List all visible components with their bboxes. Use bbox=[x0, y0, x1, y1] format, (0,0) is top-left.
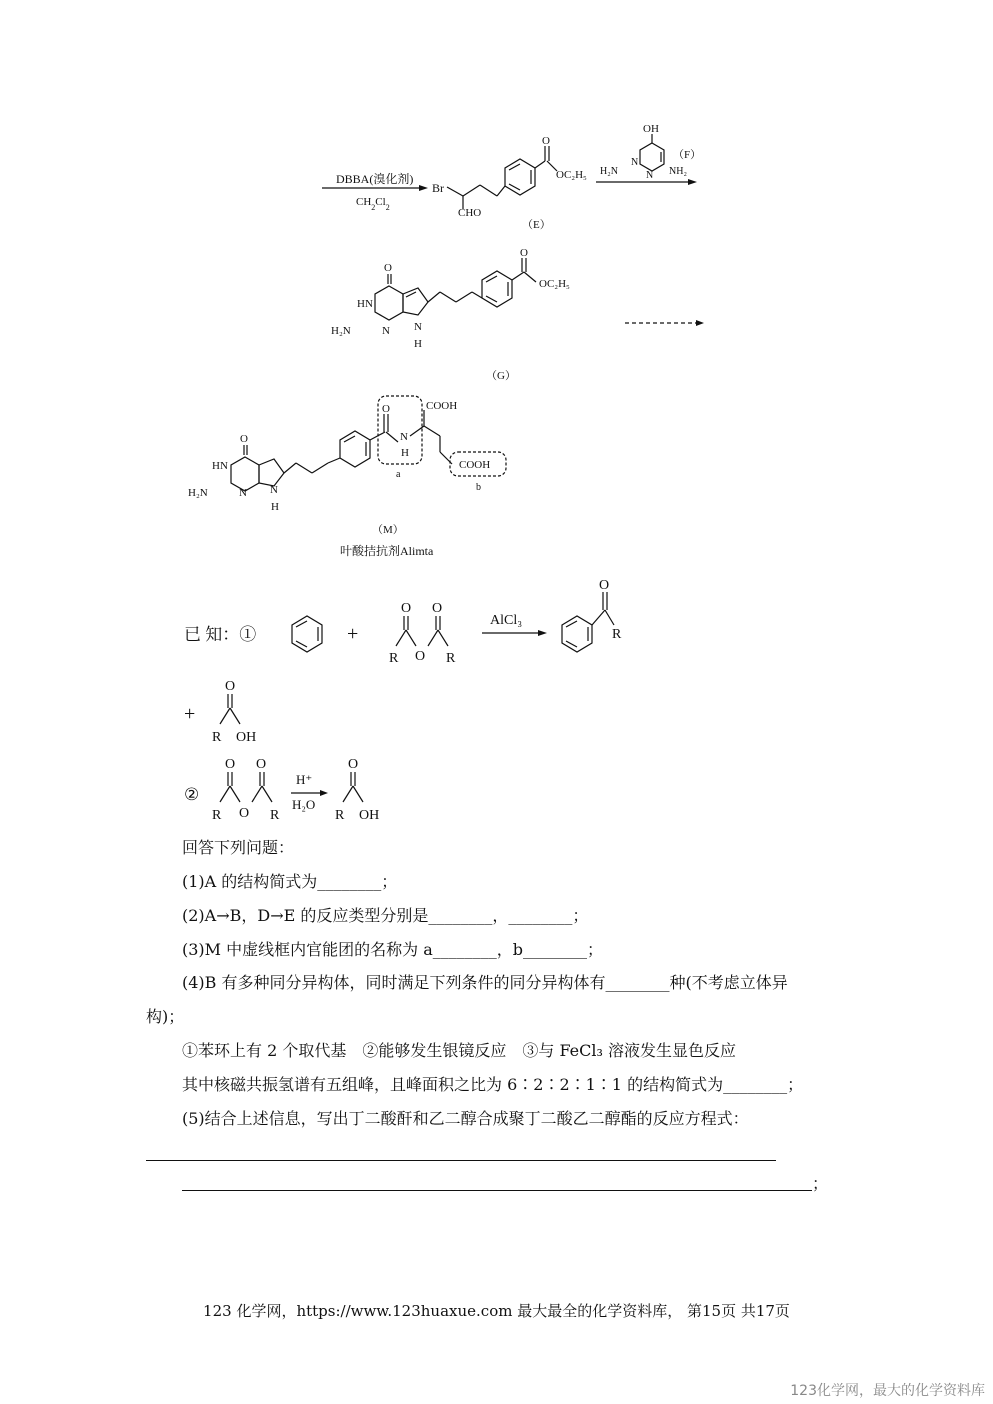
known-prefix: 已 知：① bbox=[184, 625, 257, 644]
svg-text:R: R bbox=[212, 808, 222, 823]
svg-text:+: + bbox=[184, 703, 196, 725]
svg-text:OC₂H₅: OC₂H₅ bbox=[539, 278, 570, 290]
svg-text:R: R bbox=[270, 808, 280, 823]
label-m-name: 叶酸拮抗剂Alimta bbox=[340, 544, 434, 558]
svg-text:OH: OH bbox=[643, 123, 659, 135]
svg-text:（F）: （F） bbox=[673, 149, 702, 161]
anhydride-reactant bbox=[389, 601, 456, 666]
answer-line-2[interactable] bbox=[182, 1190, 812, 1191]
question-1: (1)A 的结构简式为________； bbox=[182, 872, 398, 891]
svg-text:R: R bbox=[389, 651, 399, 666]
svg-text:O: O bbox=[225, 757, 236, 772]
compound-g bbox=[331, 247, 570, 350]
svg-text:b: b bbox=[476, 482, 481, 493]
svg-text:R: R bbox=[612, 627, 622, 642]
svg-text:R: R bbox=[212, 730, 222, 745]
svg-text:H₂N: H₂N bbox=[600, 166, 618, 177]
svg-text:N: N bbox=[646, 170, 654, 181]
svg-text:H: H bbox=[414, 338, 422, 350]
svg-text:N: N bbox=[400, 431, 408, 443]
svg-text:a: a bbox=[396, 469, 401, 480]
svg-text:+: + bbox=[347, 623, 359, 645]
reagent-ch2cl2: $CH_2Cl_2$ bbox=[356, 196, 390, 212]
svg-text:H: H bbox=[271, 501, 279, 513]
svg-text:OH: OH bbox=[359, 808, 380, 823]
page-footer: 123 化学网，https://www.123huaxue.com 最大最全的化学资料库， 第15页 共17页 bbox=[203, 1302, 790, 1320]
question-4-nmr: 其中核磁共振氢谱有五组峰，且峰面积之比为 6∶2∶2∶1∶1 的结构简式为________； bbox=[182, 1075, 804, 1094]
svg-text:O: O bbox=[256, 757, 267, 772]
arrow-hydrolysis bbox=[291, 790, 328, 796]
svg-text:O: O bbox=[382, 403, 390, 415]
e-ester-group: OC₂H₅ bbox=[556, 169, 587, 181]
catalyst-alcl3: AlCl₃ bbox=[490, 613, 523, 628]
question-4-line2: 构)； bbox=[146, 1007, 185, 1026]
svg-text:H₂N: H₂N bbox=[331, 325, 351, 337]
label-m: （M） bbox=[372, 524, 404, 536]
ketone-product bbox=[562, 578, 622, 652]
arrow-dashed bbox=[625, 320, 704, 326]
svg-text:H₂O: H₂O bbox=[292, 797, 316, 812]
svg-text:H₂N: H₂N bbox=[188, 487, 208, 499]
svg-text:O: O bbox=[239, 806, 250, 821]
answer-line-1[interactable] bbox=[146, 1160, 776, 1161]
known-2-marker: ② bbox=[184, 785, 200, 804]
e-cho-label: CHO bbox=[458, 207, 482, 219]
acid-byproduct bbox=[212, 679, 256, 745]
svg-text:COOH: COOH bbox=[426, 400, 458, 412]
label-g: （G） bbox=[486, 370, 516, 382]
questions-intro: 回答下列问题： bbox=[182, 838, 295, 857]
svg-text:COOH: COOH bbox=[459, 459, 491, 471]
svg-text:N: N bbox=[631, 157, 639, 168]
question-4-line1: (4)B 有多种同分异构体，同时满足下列条件的同分异构体有________种(不考虑立体异 bbox=[182, 973, 788, 992]
compound-m bbox=[188, 396, 506, 513]
question-4-conditions: ①苯环上有 2 个取代基 ②能够发生银镜反应 ③与 FeCl₃ 溶液发生显色反应 bbox=[182, 1041, 736, 1060]
e-br-label: Br bbox=[432, 181, 444, 195]
svg-text:O: O bbox=[415, 649, 426, 664]
question-3: (3)M 中虚线框内官能团的名称为 a________，b________； bbox=[182, 940, 604, 959]
svg-text:N: N bbox=[414, 321, 422, 333]
label-e: （E） bbox=[522, 219, 551, 231]
svg-text:O: O bbox=[384, 262, 392, 274]
svg-text:HN: HN bbox=[357, 298, 373, 310]
answer-line-2-end: ； bbox=[812, 1174, 829, 1193]
svg-text:O: O bbox=[225, 679, 236, 694]
svg-text:O: O bbox=[240, 433, 248, 445]
benzene-reactant bbox=[292, 616, 322, 652]
arrow-alcl3 bbox=[482, 630, 547, 636]
question-5: (5)结合上述信息，写出丁二酸酐和乙二醇合成聚丁二酸乙二醇酯的反应方程式： bbox=[182, 1109, 749, 1128]
anhydride-2 bbox=[212, 757, 280, 823]
svg-text:R: R bbox=[335, 808, 345, 823]
watermark: 123化学网，最大的化学资料库 bbox=[790, 1383, 985, 1399]
svg-text:O: O bbox=[520, 247, 528, 259]
acid-product-2 bbox=[335, 757, 379, 823]
svg-text:O: O bbox=[401, 601, 412, 616]
svg-text:O: O bbox=[348, 757, 359, 772]
svg-text:NH₂: NH₂ bbox=[669, 166, 687, 177]
svg-text:N: N bbox=[382, 325, 390, 337]
svg-text:OH: OH bbox=[236, 730, 257, 745]
reagent-dbba: DBBA(溴化剂) bbox=[336, 172, 414, 186]
svg-text:N: N bbox=[270, 484, 278, 496]
svg-text:HN: HN bbox=[212, 460, 228, 472]
svg-text:O: O bbox=[432, 601, 443, 616]
svg-text:H: H bbox=[401, 447, 409, 459]
svg-text:O: O bbox=[599, 578, 610, 593]
svg-text:N: N bbox=[239, 487, 247, 499]
reagent-f bbox=[600, 123, 701, 181]
compound-e bbox=[432, 135, 587, 219]
svg-text:R: R bbox=[446, 651, 456, 666]
e-carbonyl-o: O bbox=[542, 135, 550, 147]
svg-text:H⁺: H⁺ bbox=[296, 772, 313, 787]
question-2: (2)A→B，D→E 的反应类型分别是________，________； bbox=[182, 906, 589, 925]
